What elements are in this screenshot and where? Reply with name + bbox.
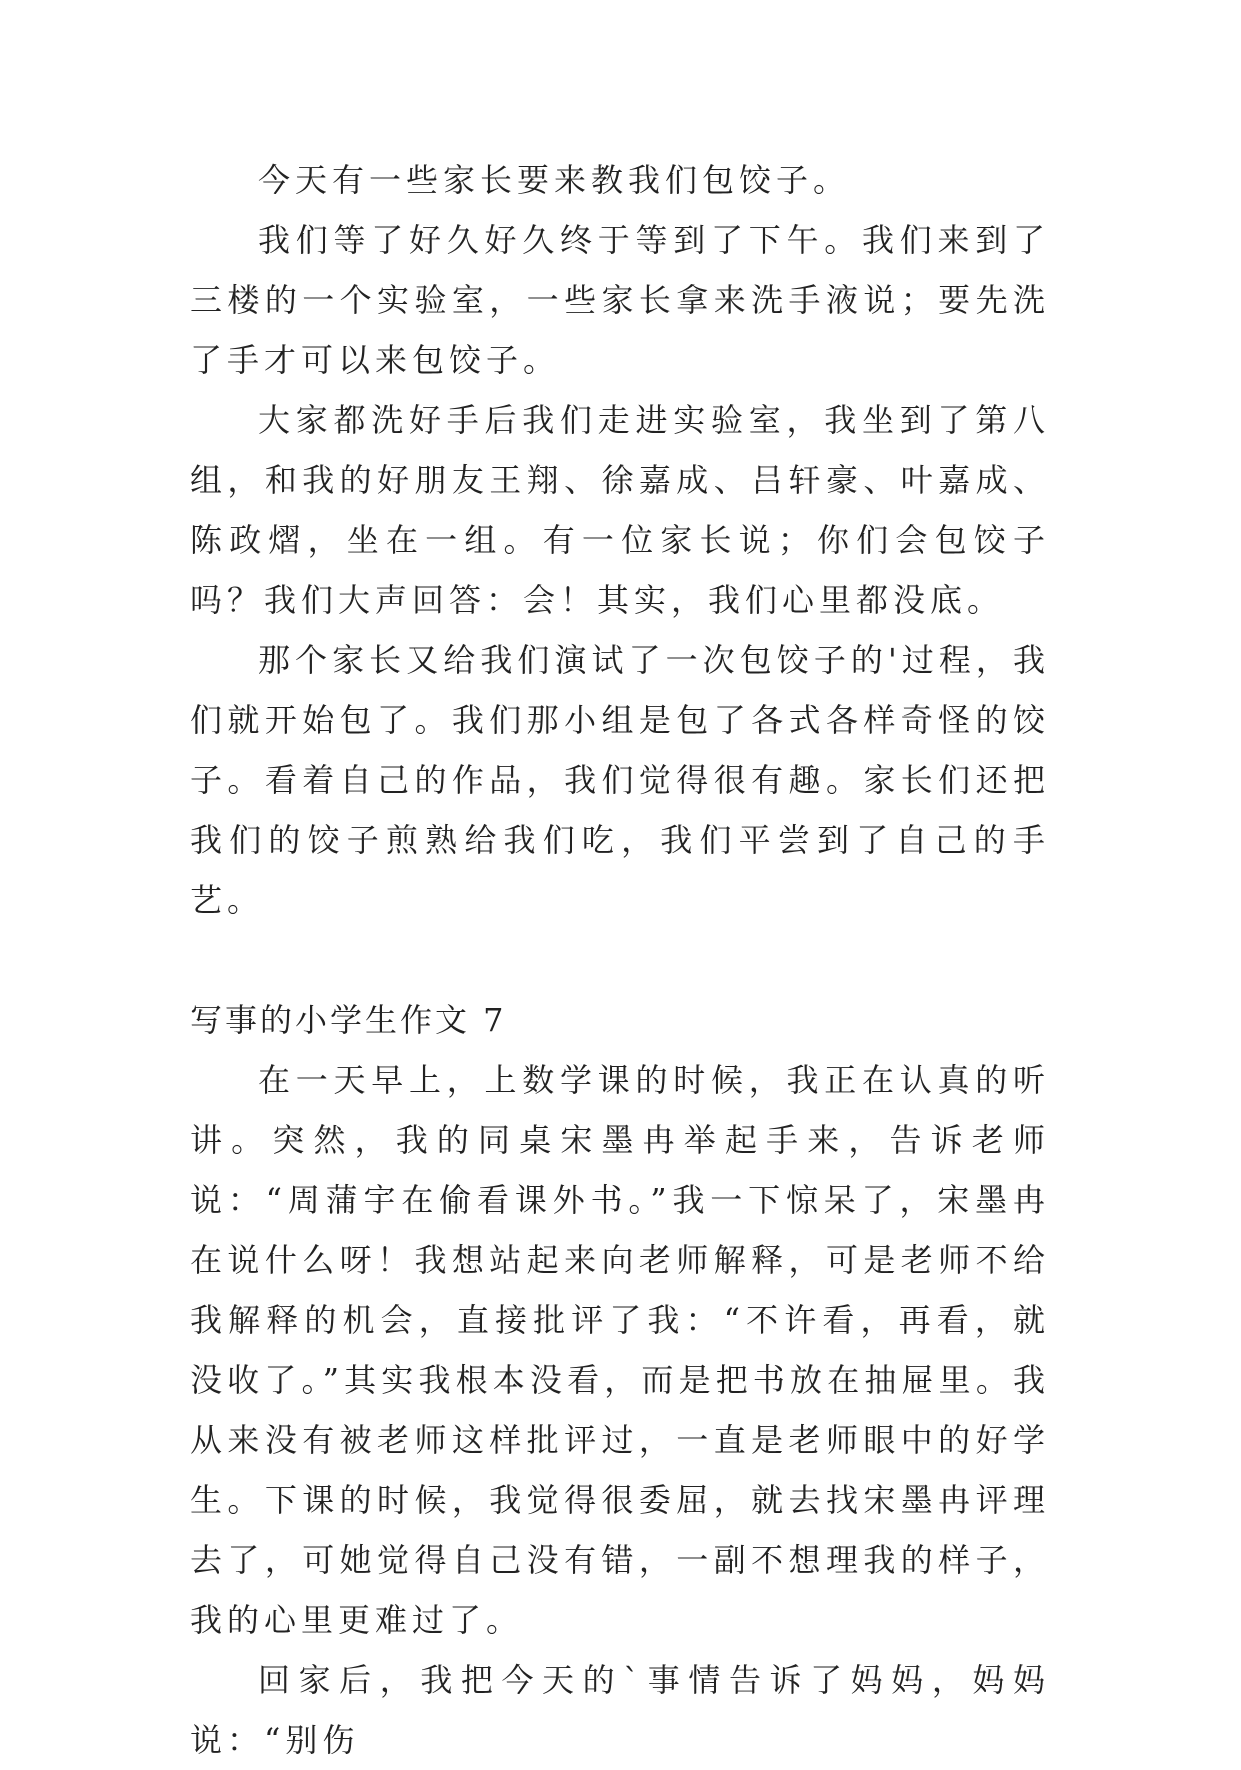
paragraph: 我们等了好久好久终于等到了下午。我们来到了三楼的一个实验室，一些家长拿来洗手液说；要先洗了手才可以来包饺子。 xyxy=(190,221,1050,379)
paragraph: 回家后，我把今天的`事情告诉了妈妈，妈妈说：“别伤 xyxy=(190,1661,1050,1759)
document-body xyxy=(190,150,1050,1770)
paragraph: 今天有一些家长要来教我们包饺子。 xyxy=(258,161,851,199)
paragraph: 那个家长又给我们演试了一次包饺子的'过程，我们就开始包了。我们那小组是包了各式各样奇怪的饺子。看着自己的作品，我们觉得很有趣。家长们还把我们的饺子煎熟给我们吃，我们平尝到了自己的手艺。 xyxy=(190,641,1050,919)
paragraph: 大家都洗好手后我们走进实验室，我坐到了第八组，和我的好朋友王翔、徐嘉成、吕轩豪、叶嘉成、陈政熠，坐在一组。有一位家长说；你们会包饺子吗？我们大声回答：会！其实，我们心里都没底。 xyxy=(190,401,1050,619)
section-heading: 写事的小学生作文 7 xyxy=(190,1001,507,1039)
paragraph: 在一天早上，上数学课的时候，我正在认真的听讲。突然，我的同桌宋墨冉举起手来，告诉老师说：“周蒲宇在偷看课外书。”我一下惊呆了，宋墨冉在说什么呀！我想站起来向老师解释，可是老师不给我解释的机会，直接批评了我：“不许看，再看，就没收了。”其实我根本没看，而是把书放在抽屉里。我从来没有被老师这样批评过，一直是老师眼中的好学生。下课的时候，我觉得很委屈，就去找宋墨冉评理去了，可她觉得自己没有错，一副不想理我的样子，我的心里更难过了。 xyxy=(190,1061,1050,1639)
